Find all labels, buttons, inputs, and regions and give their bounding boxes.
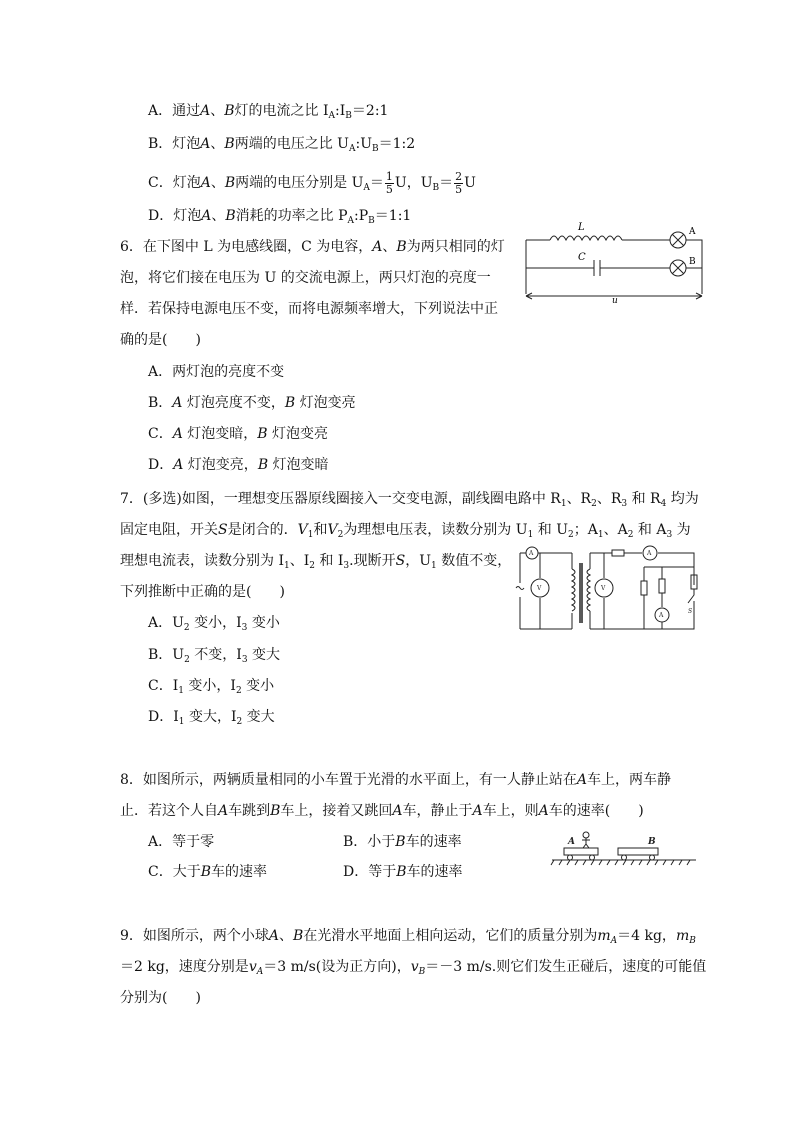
q7-option-b: B．$U_2$ 不变，$I_3$ 变大 bbox=[148, 647, 280, 665]
q8-carts-figure bbox=[550, 830, 700, 866]
q7-transformer-figure bbox=[512, 545, 704, 635]
q6-stem-line1: 6．在下图中 L 为电感线圈，C 为电容，A、B为两只相同的灯 bbox=[120, 239, 505, 255]
q6-stem-line3: 样．若保持电源电压不变，而将电源频率增大，下列说法中正 bbox=[120, 301, 498, 317]
fig-label-a3: A bbox=[659, 612, 664, 619]
q5-option-c: C．灯泡A、B两端的电压分别是 $U_A=$ $\frac{1}{5}$ U，$U_B=$ $\frac{2}{5}$ U bbox=[148, 169, 476, 196]
q9-stem-line1: 9．如图所示，两个小球A、B在光滑水平地面上相向运动，它们的质量分别为$m_A=4$ kg，$m_B$ bbox=[120, 928, 696, 946]
fraction-two-fifths: $\frac{2}{5}$ bbox=[455, 169, 463, 196]
fig-label-a2: A bbox=[647, 550, 652, 557]
q8-stem-line1: 8．如图所示，两辆质量相同的小车置于光滑的水平面上，有一人静止站在A车上，两车静 bbox=[120, 772, 672, 788]
fig-label-v1: V bbox=[537, 585, 542, 592]
q8-option-b: B．小于B车的速率 bbox=[343, 834, 462, 850]
q8-option-d: D．等于B车的速率 bbox=[343, 864, 463, 880]
fraction-one-fifth: $\frac{1}{5}$ bbox=[385, 169, 393, 196]
q6-option-b: B．A 灯泡亮度不变，B 灯泡变亮 bbox=[148, 395, 356, 411]
fig-cart-a-label: A bbox=[568, 837, 575, 847]
q8-option-a: A．等于零 bbox=[148, 834, 215, 850]
q5-option-d: D．灯泡A、B消耗的功率之比 $P_A:P_B=1:1$ bbox=[148, 208, 412, 226]
fig-label-B: B bbox=[689, 257, 696, 267]
q6-option-a: A．两灯泡的亮度不变 bbox=[148, 364, 285, 380]
fig-label-L: L bbox=[578, 222, 585, 233]
fig-cart-b-label: B bbox=[648, 837, 656, 847]
fig-label-a1: A bbox=[529, 550, 534, 557]
q5-option-b: B．灯泡A、B两端的电压之比 $U_A:U_B=1:2$ bbox=[148, 136, 416, 154]
q7-stem-line3: 理想电流表，读数分别为 $I_1$、$I_2$ 和 $I_3$.现断开S，$U_1$ 数值不变， bbox=[120, 553, 512, 571]
q7-option-d: D．$I_1$ 变大，$I_2$ 变大 bbox=[148, 709, 275, 727]
q8-stem-line2: 止．若这个人自A车跳到B车上，接着又跳回A车，静止于A车上，则A车的速率( ) bbox=[120, 803, 644, 819]
q7-option-a: A．$U_2$ 变小，$I_3$ 变小 bbox=[148, 615, 280, 633]
fig-label-A: A bbox=[689, 227, 696, 237]
q8-option-c: C．大于B车的速率 bbox=[148, 864, 268, 880]
q6-stem-line4: 确的是( ) bbox=[120, 332, 201, 348]
q9-stem-line3: 分别为( ) bbox=[120, 990, 201, 1006]
q7-stem-line1: 7．(多选)如图，一理想变压器原线圈接入一交变电源，副线圈电路中 $R_1$、$R_2$、$R_3$ 和 $R_4$ 均为 bbox=[120, 491, 699, 509]
q7-stem-line2: 固定电阻，开关S是闭合的．$V_1$和$V_2$为理想电压表，读数分别为 $U_1$ 和 $U_2$；$A_1$、$A_2$ 和 $A_3$ 为 bbox=[120, 522, 691, 540]
q7-stem-line4: 下列推断中正确的是( ) bbox=[120, 584, 285, 600]
q6-stem-line2: 泡，将它们接在电压为 U 的交流电源上，两只灯泡的亮度一 bbox=[120, 270, 491, 286]
q9-stem-line2: ＝2 kg，速度分别是$v_A=3$ m/s(设为正方向)，$v_B=-3$ m/s.则它们发生正碰后，速度的可能值 bbox=[120, 959, 707, 977]
q7-option-c: C．$I_1$ 变小，$I_2$ 变小 bbox=[148, 678, 275, 696]
fig-label-s: S bbox=[688, 608, 693, 615]
q6-option-d: D．A 灯泡变亮，B 灯泡变暗 bbox=[148, 457, 329, 473]
q6-option-c: C．A 灯泡变暗，B 灯泡变亮 bbox=[148, 426, 329, 442]
q6-circuit-figure bbox=[520, 220, 710, 306]
fig-label-v2: V bbox=[601, 585, 606, 592]
fig-label-u: u bbox=[612, 296, 618, 306]
q5-option-a: A．通过A、B灯的电流之比 $I_A:I_B=2:1$ bbox=[148, 103, 389, 121]
fig-label-C: C bbox=[578, 252, 586, 263]
